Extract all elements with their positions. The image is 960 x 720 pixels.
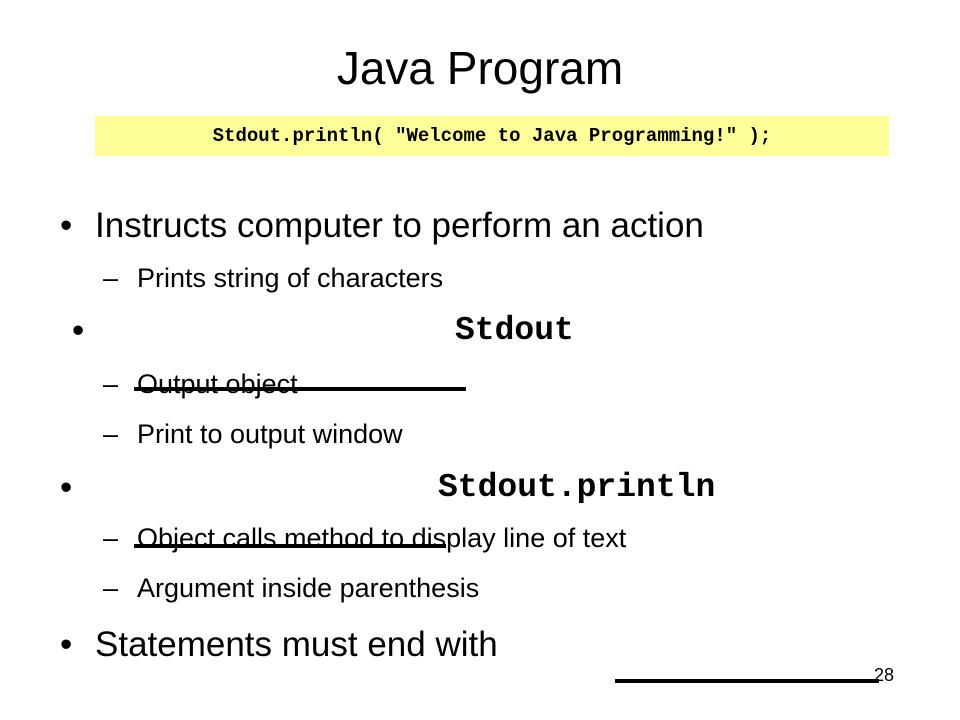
- dash: –: [103, 419, 119, 449]
- bullet-4-blank-wrap: [597, 627, 879, 706]
- bullet-2-term: Stdout: [455, 312, 574, 349]
- dash: –: [103, 263, 119, 293]
- code-highlight-box: Stdout.println( "Welcome to Java Programming!" );: [95, 116, 889, 156]
- bullet-2-sub-1: Output object: [137, 369, 298, 399]
- fill-in-blank: [615, 645, 879, 683]
- bullet-dot: •: [60, 625, 73, 664]
- bullet-dot: •: [72, 311, 85, 350]
- bullet-2-sub-2: Print to output window: [137, 419, 403, 449]
- bullet-1-text: Instructs computer to perform an action: [95, 206, 704, 245]
- bullet-3-sub-1: Object calls method to display line of text: [137, 523, 627, 553]
- bullet-3-term: Stdout.println: [438, 469, 716, 506]
- dash: –: [103, 369, 119, 399]
- slide-title: Java Program: [336, 42, 624, 94]
- dash: –: [103, 523, 119, 553]
- slide-number: 28: [874, 665, 895, 685]
- bullet-1-sub-1: Prints string of characters: [137, 263, 444, 293]
- bullet-4-text: Statements must end with: [95, 625, 498, 664]
- dash: –: [103, 573, 119, 603]
- bullet-dot: •: [60, 468, 73, 507]
- bullet-dot: •: [60, 206, 73, 245]
- bullet-3-sub-2: Argument inside parenthesis: [137, 573, 480, 603]
